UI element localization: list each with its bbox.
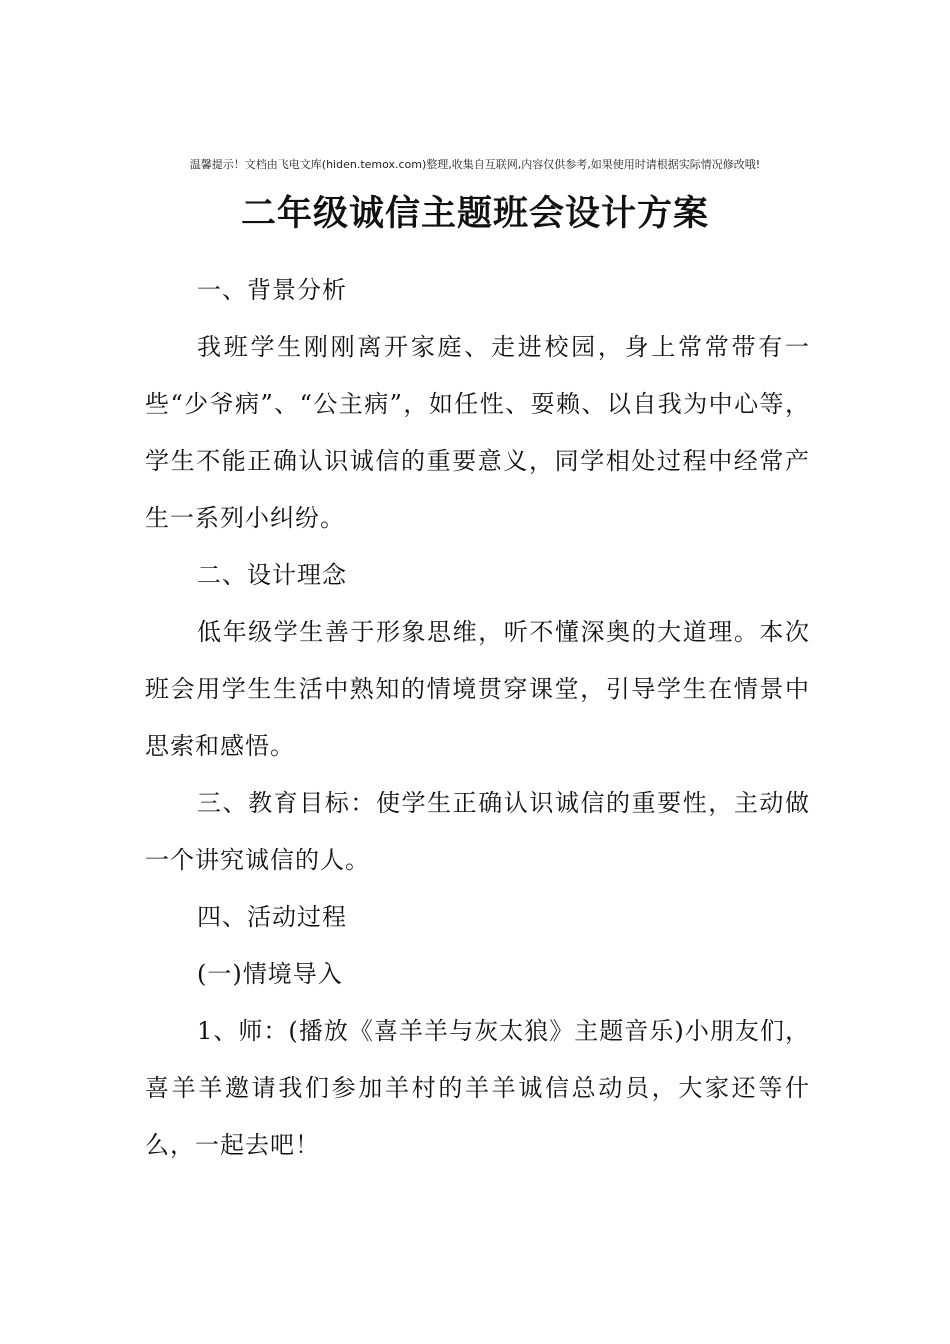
- subsection-heading-intro: (一)情境导入: [197, 960, 343, 988]
- paragraph-background: 我班学生刚刚离开家庭、走进校园，身上常常带有一些“少爷病”、“公主病”，如任性、耍赖、以自我为中心等，学生不能正确认识诚信的重要意义，同学相处过程中经常产生一系列小纠纷。: [145, 333, 810, 532]
- section-heading-design-concept: 二、设计理念: [197, 561, 347, 589]
- section-heading-background: 一、背景分析: [197, 276, 347, 304]
- header-notice: 温馨提示！文档由飞电文库(hiden.temox.com)整理,收集自互联网,内容仅供参考,如果使用时请根据实际情况修改哦!: [189, 158, 761, 171]
- paragraph-design-concept: 低年级学生善于形象思维，听不懂深奥的大道理。本次班会用学生生活中熟知的情境贯穿课堂，引导学生在情景中思索和感悟。: [145, 618, 810, 760]
- section-heading-activity-process: 四、活动过程: [197, 903, 347, 931]
- paragraph-education-goal: 三、教育目标：使学生正确认识诚信的重要性，主动做一个讲究诚信的人。: [145, 789, 810, 874]
- document-title: 二年级诚信主题班会设计方案: [240, 194, 709, 234]
- document-body: [145, 262, 810, 1174]
- paragraph-teacher-intro: 1、师：(播放《喜羊羊与灰太狼》主题音乐)小朋友们，喜羊羊邀请我们参加羊村的羊羊诚信总动员，大家还等什么，一起去吧！: [145, 1017, 810, 1159]
